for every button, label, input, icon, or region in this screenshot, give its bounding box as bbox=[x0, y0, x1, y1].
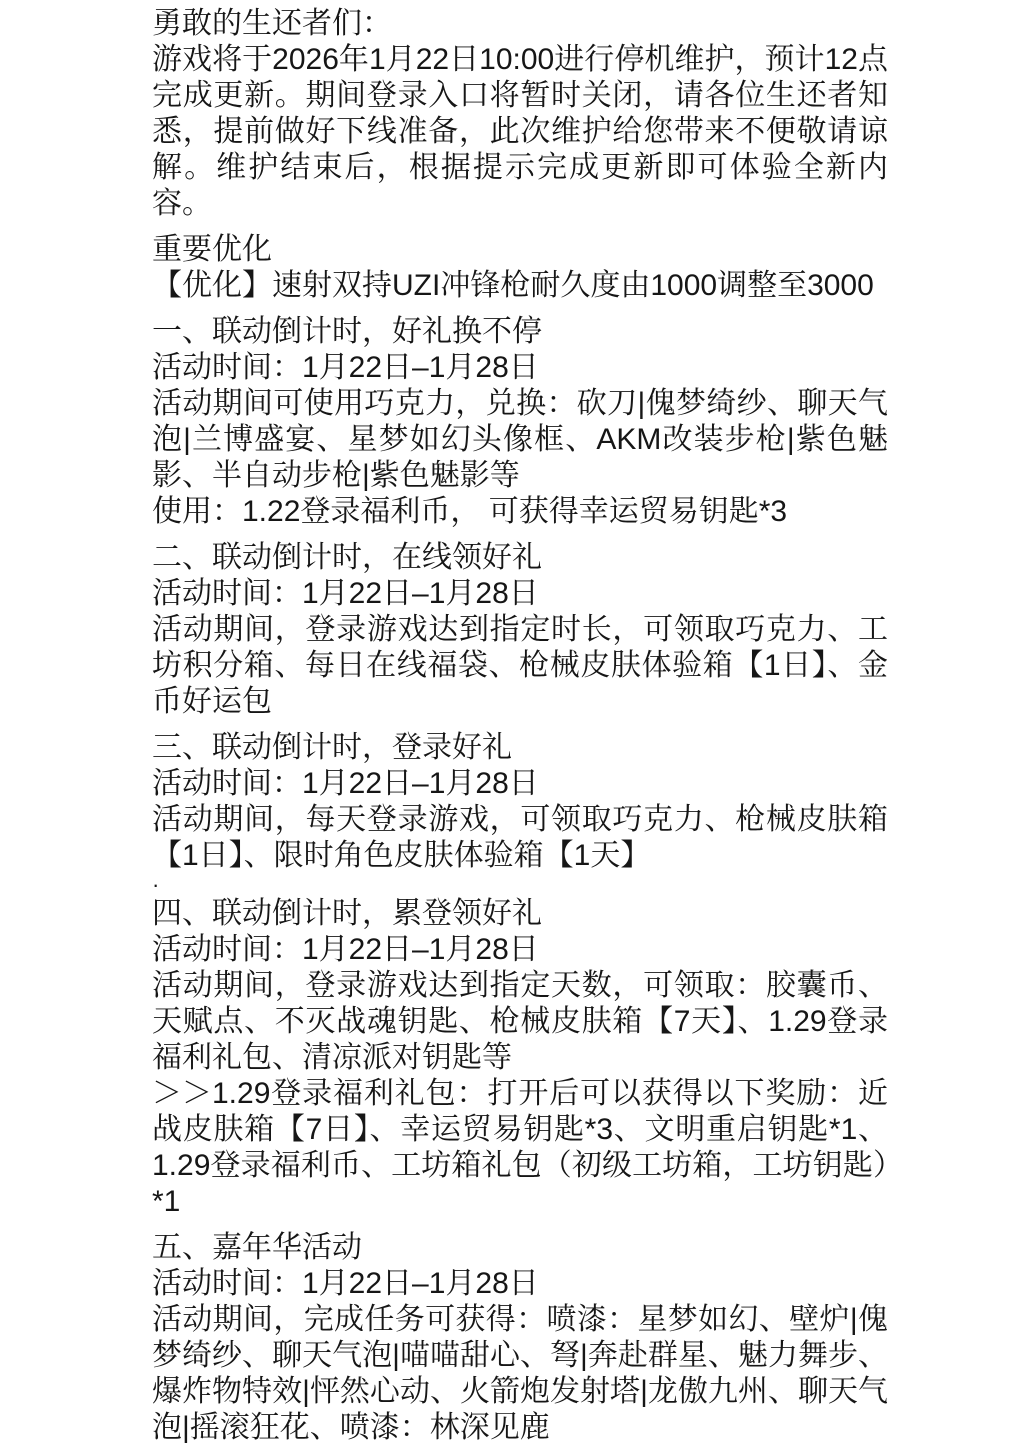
section-time: 活动时间：1月22日–1月28日 bbox=[152, 351, 539, 384]
section-body: 活动期间可使用巧克力，兑换：砍刀|傀梦绮纱、聊天气泡|兰博盛宴、星梦如幻头像框、AKM改装步枪|紫色魅影、半自动步枪|紫色魅影等 bbox=[152, 387, 888, 492]
section-title: 四、联动倒计时，累登领好礼 bbox=[152, 897, 542, 930]
section-body: 活动期间，完成任务可获得：喷漆：星梦如幻、壁炉|傀梦绮纱、聊天气泡|喵喵甜心、弩|奔赴群星、魅力舞步、爆炸物特效|怦然心动、火箭炮发射塔|龙傲九州、聊天气泡|摇滚狂花、喷漆：林深见鹿 bbox=[152, 1303, 888, 1444]
section-body: 活动期间，登录游戏达到指定天数，可领取：胶囊币、天赋点、不灭战魂钥匙、枪械皮肤箱【7天】、1.29登录福利礼包、清凉派对钥匙等 bbox=[152, 969, 888, 1074]
section-2 bbox=[152, 540, 888, 720]
section-title: 一、联动倒计时，好礼换不停 bbox=[152, 315, 542, 348]
section-5 bbox=[152, 1230, 888, 1446]
section-3 bbox=[152, 730, 888, 896]
section-body: 使用：1.22登录福利币， 可获得幸运贸易钥匙*3 bbox=[152, 495, 788, 528]
separator-dot: · bbox=[152, 872, 160, 897]
maintenance-notice: 游戏将于2026年1月22日10:00进行停机维护，预计12点完成更新。期间登录入口将暂时关闭，请各位生还者知悉，提前做好下线准备，此次维护给您带来不便敬请谅解。维护结束后，根据提示完成更新即可体验全新内容。 bbox=[152, 43, 888, 220]
section-title: 五、嘉年华活动 bbox=[152, 1231, 362, 1264]
section-time: 活动时间：1月22日–1月28日 bbox=[152, 577, 539, 610]
section-title: 二、联动倒计时，在线领好礼 bbox=[152, 541, 542, 574]
optimization-block bbox=[152, 232, 888, 304]
section-time: 活动时间：1月22日–1月28日 bbox=[152, 933, 539, 966]
announcement-document bbox=[152, 6, 888, 1446]
section-time: 活动时间：1月22日–1月28日 bbox=[152, 767, 539, 800]
section-1 bbox=[152, 314, 888, 530]
optimization-title: 重要优化 bbox=[152, 233, 272, 266]
intro-block bbox=[152, 6, 888, 222]
section-body: 活动期间，登录游戏达到指定时长，可领取巧克力、工坊积分箱、每日在线福袋、枪械皮肤体验箱【1日】、金币好运包 bbox=[152, 613, 888, 718]
section-4 bbox=[152, 896, 888, 1220]
section-body: ＞＞1.29登录福利礼包：打开后可以获得以下奖励：近战皮肤箱【7日】、幸运贸易钥匙*3、文明重启钥匙*1、1.29登录福利币、工坊箱礼包（初级工坊箱，工坊钥匙）*1 bbox=[152, 1077, 888, 1218]
greeting-line: 勇敢的生还者们： bbox=[152, 7, 392, 40]
section-time: 活动时间：1月22日–1月28日 bbox=[152, 1267, 539, 1300]
section-body: 活动期间，每天登录游戏，可领取巧克力、枪械皮肤箱【1日】、限时角色皮肤体验箱【1天】 bbox=[152, 803, 888, 872]
section-title: 三、联动倒计时，登录好礼 bbox=[152, 731, 512, 764]
optimization-item: 【优化】速射双持UZI冲锋枪耐久度由1000调整至3000 bbox=[152, 269, 874, 302]
